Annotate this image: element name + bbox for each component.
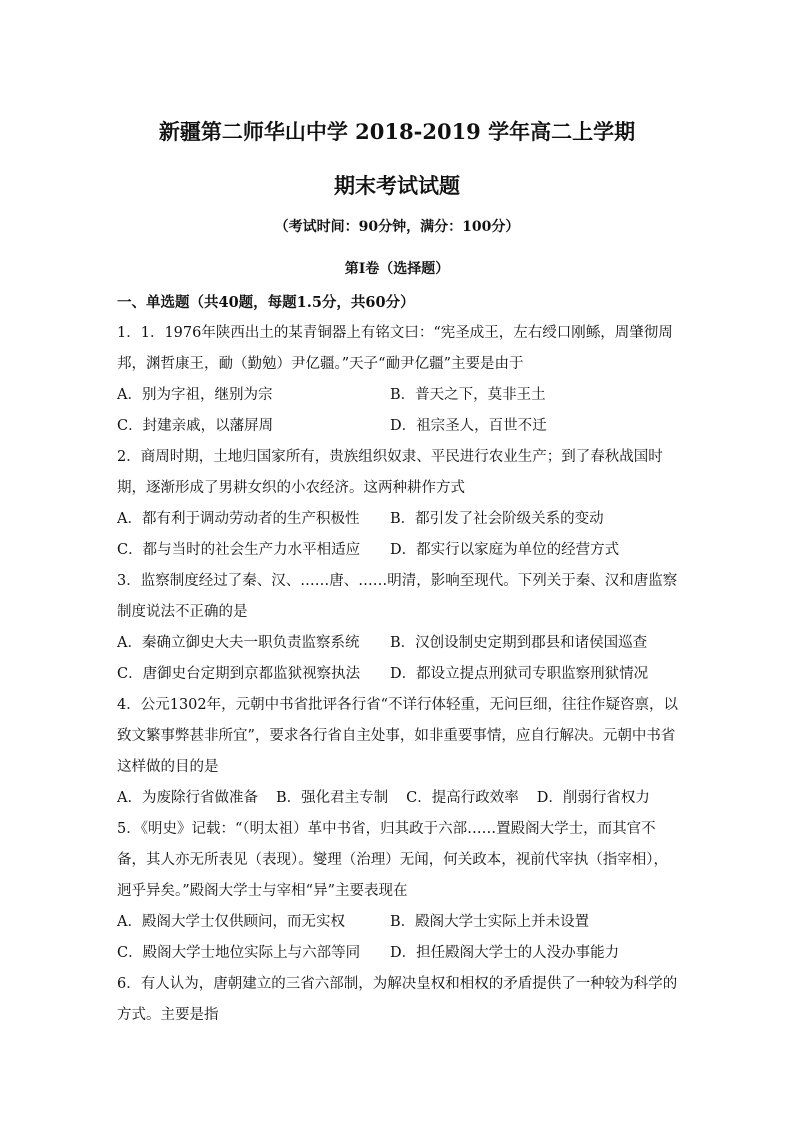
option-3a: A．秦确立御史大夫一职负责监察系统 <box>117 635 360 651</box>
options-5 <box>117 907 682 969</box>
option-2c: C．都与当时的社会生产力水平相适应 <box>117 542 361 558</box>
option-2a: A．都有利于调动劳动者的生产积极性 <box>117 511 360 527</box>
option-5a: A．殿阁大学士仅供顾问，而无实权 <box>117 914 345 930</box>
exam-title-line2: 期末考试试题 <box>334 173 460 198</box>
option-1a: A．别为字祖，继别为宗 <box>117 387 273 403</box>
exam-title-line1: 新疆第二师华山中学 2018-2019 学年高二上学期 <box>158 119 636 144</box>
exam-info: （考试时间：90分钟，满分：100分） <box>274 219 520 235</box>
option-3c: C．唐御史台定期到京都监狱视察执法 <box>117 666 361 682</box>
option-5c: C．殿阁大学士地位实际上与六部等同 <box>117 945 361 961</box>
options-3 <box>117 628 682 690</box>
option-3d: D．都设立提点刑狱司专职监察刑狱情况 <box>390 666 649 682</box>
options-1 <box>117 380 682 442</box>
option-1d: D．祖宗圣人，百世不迁 <box>390 418 547 434</box>
question-stem-2: 2．商周时期，土地归国家所有，贵族组织奴隶、平民进行农业生产；到了春秋战国时期，逐渐形成了男耕女织的小农经济。这两种耕作方式 <box>117 449 663 496</box>
question-stem-5: 5．《明史》记载：“（明太祖）革中书省，归其政于六部……置殿阁大学士，而其官不备，其人亦无所表见（表现）。燮理（治理）无闻，何关政本，视前代宰执（指宰相），迥乎异矣。”殿阁大学士与宰相“异”主要表现在 <box>117 821 668 899</box>
question-stem-3: 3．监察制度经过了秦、汉、……唐、……明清，影响至现代。下列关于秦、汉和唐监察制度说法不正确的是 <box>117 573 678 620</box>
options-2 <box>117 504 682 566</box>
question-stem-6: 6．有人认为，唐朝建立的三省六部制，为解决皇权和相权的矛盾提供了一种较为科学的方式。主要是指 <box>117 976 678 1023</box>
option-4b: B．强化君主专制 <box>275 790 389 806</box>
option-2b: B．都引发了社会阶级关系的变动 <box>390 511 604 527</box>
option-1b: B．普天之下，莫非王土 <box>390 387 546 403</box>
section-heading: 一、单选题（共40题，每题1.5分，共60分） <box>117 294 415 311</box>
option-5d: D．担任殿阁大学士的人没办事能力 <box>390 945 620 961</box>
question-list <box>117 287 682 1031</box>
option-1c: C．封建亲戚，以藩屏周 <box>117 418 274 434</box>
question-stem-1: 1．1．1976年陕西出土的某青铜器上有铭文曰：“宪圣成王，左右绶口刚鲧，周肇彻周邦，渊哲康王，勔（勤勉）尹亿疆。”天子“勔尹亿疆”主要是由于 <box>117 325 673 372</box>
option-4c: C．提高行政效率 <box>406 790 519 806</box>
option-2d: D．都实行以家庭为单位的经营方式 <box>390 542 620 558</box>
volume-heading: 第Ⅰ卷（选择题） <box>344 261 450 277</box>
question-stem-4: 4．公元1302年，元朝中书省批评各行省“不详行体轻重，无问巨细，往往作疑咨禀，以致文繁事弊甚非所宜”，要求各行省自主处事，如非重要事情，应自行解决。元朝中书省这样做的目的是 <box>117 697 679 775</box>
option-4d: D．削弱行省权力 <box>536 790 650 806</box>
options-4 <box>117 783 682 814</box>
option-4a: A．为废除行省做准备 <box>117 790 258 806</box>
option-3b: B．汉创设制史定期到郡县和诸侯国巡查 <box>390 635 648 651</box>
option-5b: B．殿阁大学士实际上并未设置 <box>390 914 590 930</box>
